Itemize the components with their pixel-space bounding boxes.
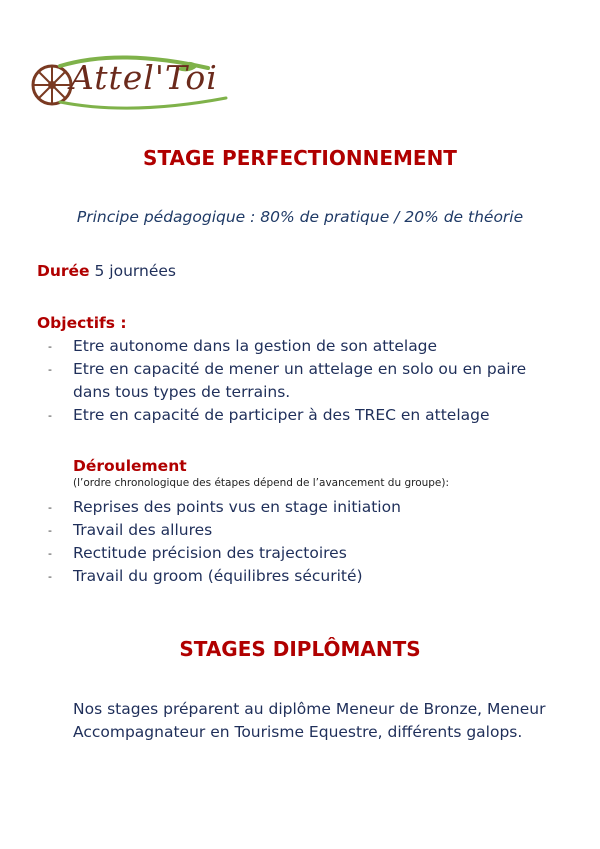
deroulement-label: Déroulement bbox=[73, 457, 187, 475]
duree-value: 5 journées bbox=[94, 262, 176, 280]
deroulement-note: (l’ordre chronologique des étapes dépend de l’avancement du groupe): bbox=[73, 477, 450, 489]
list-item: - Travail du groom (équilibres sécurité) bbox=[48, 567, 363, 585]
list-item: - Reprises des points vus en stage initiation bbox=[48, 498, 401, 516]
section-title: STAGES DIPLÔMANTS bbox=[179, 637, 421, 661]
page-title: STAGE PERFECTIONNEMENT bbox=[143, 146, 457, 170]
list-item: - Travail des allures bbox=[48, 521, 213, 539]
deroulement-header bbox=[73, 457, 449, 489]
diplomants-paragraph: Nos stages préparent au diplôme Meneur de Bronze, Meneur Accompagnateur en Tourisme Equestre, différents galops. bbox=[73, 700, 546, 741]
objectifs-list bbox=[48, 335, 558, 427]
list-item: - Rectitude précision des trajectoires bbox=[48, 544, 347, 562]
logo-text: Attel'Toi bbox=[70, 58, 218, 97]
objectifs-label: Objectifs : bbox=[37, 314, 127, 332]
duree-label: Durée bbox=[37, 262, 90, 280]
list-item: - Etre autonome dans la gestion de son attelage bbox=[48, 337, 438, 355]
duree-line bbox=[37, 262, 176, 280]
list-item: - Etre en capacité de mener un attelage en solo ou en paire dans tous types de terrains. bbox=[48, 360, 527, 401]
subtitle: Principe pédagogique : 80% de pratique / 20% de théorie bbox=[76, 208, 524, 226]
deroulement-list bbox=[48, 496, 558, 588]
list-item: - Etre en capacité de participer à des TREC en attelage bbox=[48, 406, 490, 424]
